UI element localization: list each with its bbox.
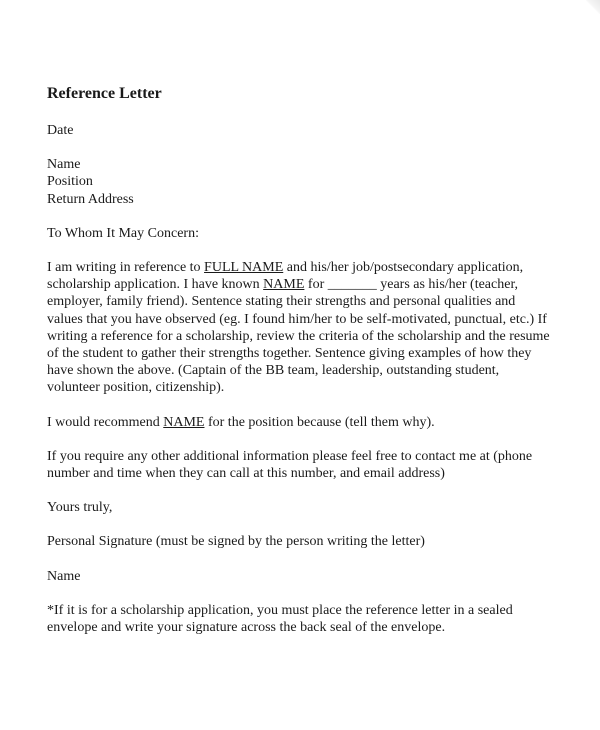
- p1-line-3: employer, family friend). Sentence stating their strengths and personal qualities and: [47, 294, 516, 310]
- signer-name-block: [47, 568, 570, 585]
- closing: [47, 499, 570, 516]
- page-corner-fold: [586, 0, 600, 14]
- p3-line-1: If you require any other additional information please feel free to contact me at (phone: [47, 448, 533, 464]
- salutation: [47, 225, 570, 242]
- p1-line-8: volunteer position, citizenship).: [47, 380, 225, 396]
- p1-line-1: I am writing in reference to FULL NAME and his/her job/postsecondary application,: [47, 260, 524, 276]
- sender-name: Name: [47, 157, 81, 173]
- salutation-text: To Whom It May Concern:: [47, 225, 199, 241]
- closing-text: Yours truly,: [47, 500, 113, 516]
- date-text: Date: [47, 123, 74, 138]
- p1-line-7: have shown the above. (Captain of the BB team, leadership, outstanding student,: [47, 363, 500, 379]
- note-line-1: *If it is for a scholarship application, you must place the reference letter in a sealed: [47, 602, 513, 618]
- footnote: [47, 602, 570, 636]
- body-paragraph-3: [47, 448, 570, 482]
- signer-name: Name: [47, 568, 81, 584]
- full-name-placeholder: FULL NAME: [204, 260, 284, 276]
- body-paragraph-1: [47, 259, 570, 397]
- sender-position: Position: [47, 174, 93, 190]
- body-paragraph-2: [47, 414, 570, 431]
- signature-text: Personal Signature (must be signed by the person writing the letter): [47, 534, 425, 550]
- note-line-2: envelope and write your signature across the back seal of the envelope.: [47, 620, 446, 636]
- p1-line-5: writing a reference for a scholarship, review the criteria of the scholarship and the resume: [47, 328, 550, 344]
- sender-address: Return Address: [47, 191, 134, 207]
- p2-line-1: I would recommend NAME for the position because (tell them why).: [47, 414, 435, 430]
- p1-line-2: scholarship application. I have known NAME for _______ years as his/her (teacher,: [47, 277, 519, 293]
- p1-line-4: values that you have observed (eg. I found him/her to be self-motivated, punctual, etc.) If: [47, 311, 547, 327]
- sender-block: [47, 156, 570, 208]
- p3-line-2: number and time when they can call at this number, and email address): [47, 466, 445, 482]
- p1-line-6: of the student to gather their strengths together. Sentence giving examples of how they: [47, 346, 532, 362]
- name-placeholder: NAME: [263, 277, 305, 293]
- date-line: [47, 122, 570, 139]
- name-placeholder: NAME: [163, 414, 205, 430]
- letter-title: Reference Letter: [47, 85, 162, 102]
- signature-block: [47, 533, 570, 550]
